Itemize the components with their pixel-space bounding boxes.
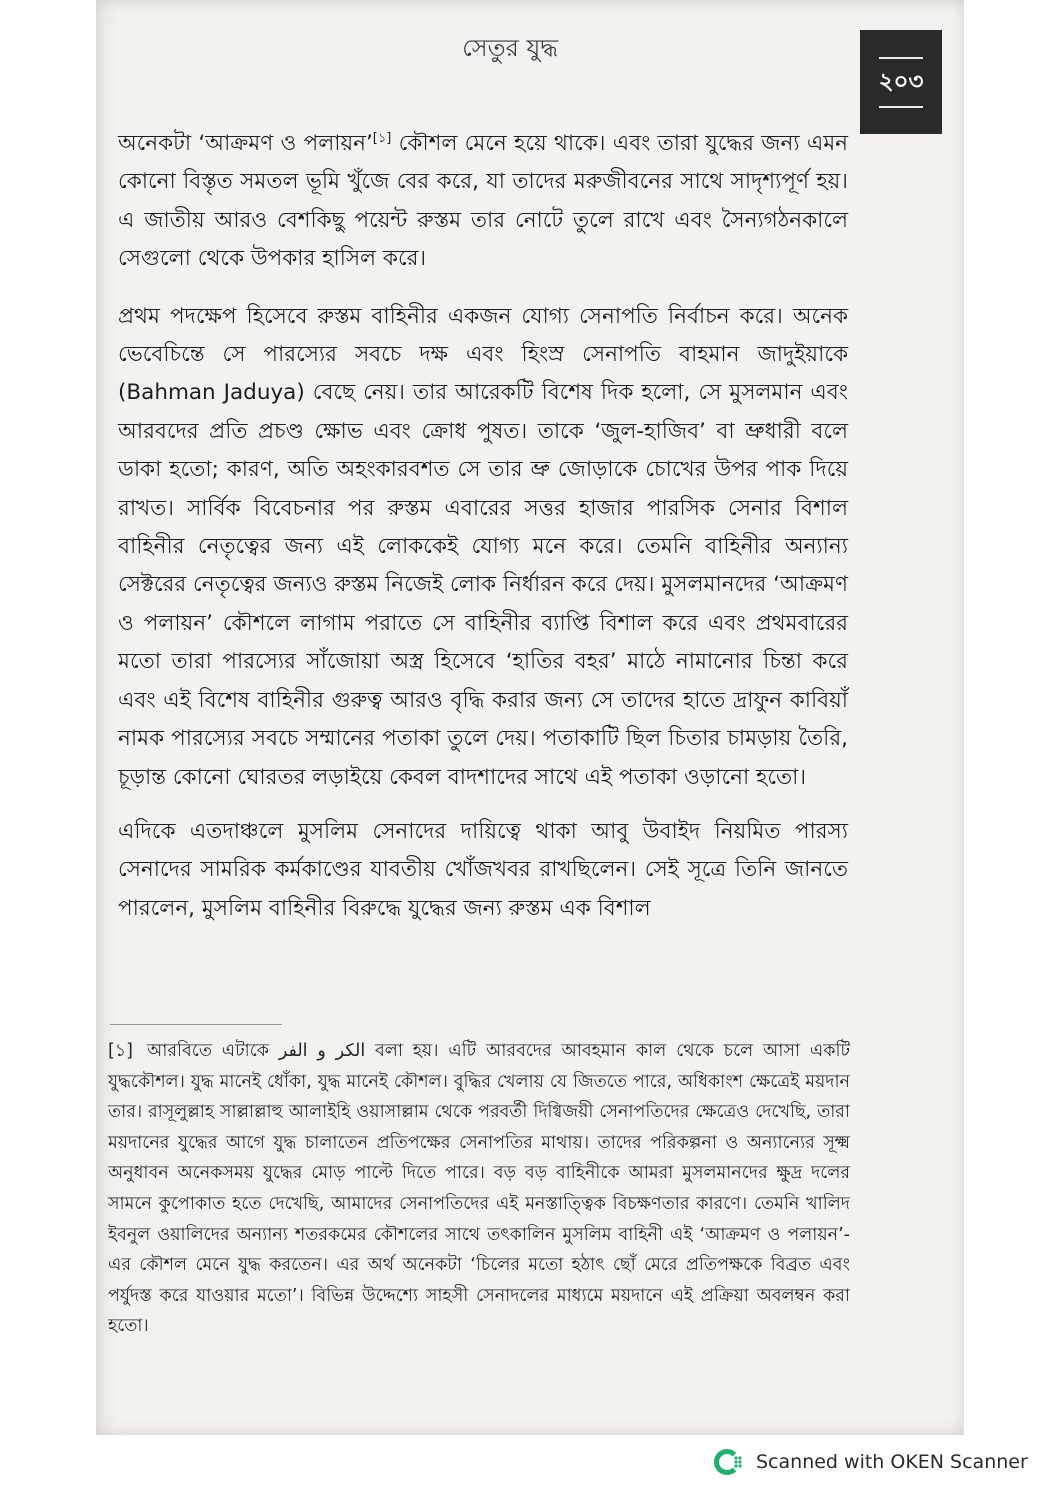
oken-scanner-logo-icon xyxy=(712,1447,742,1477)
footnote-arabic-term: الكر و الفر xyxy=(278,1041,366,1061)
paragraph-1 xyxy=(118,125,848,279)
body-text xyxy=(118,125,848,944)
footnote-text-start: আরবিতে এটাকে xyxy=(147,1041,279,1061)
scanner-watermark xyxy=(712,1446,1028,1478)
paragraph-1-rest: কৌশল মেনে হয়ে থাকে। এবং তারা যুদ্ধের জন্য এমন কোনো বিস্তৃত সমতল ভূমি খুঁজে বের করে, যা তাদের মরুজীবনের সাথে সাদৃশ্যপূর্ণ হয়। এ জাতীয় আরও বেশকিছু পয়েন্ট রুস্তম তার নোটে তুলে রাখে এবং সৈন্যগঠনকালে সেগুলো থেকে উপকার হাসিল করে। xyxy=(118,131,848,272)
footnote xyxy=(108,1036,850,1342)
footnote-marker: [১] xyxy=(108,1041,134,1061)
paragraph-3: এদিকে এতদাঞ্চলে মুসলিম সেনাদের দায়িত্বে থাকা আবু উবাইদ নিয়মিত পারস্য সেনাদের সামরিক কর্মকাণ্ডের যাবতীয় খোঁজখবর রাখছিলেন। সেই সূত্রে তিনি জানতে পারলেন, মুসলিম বাহিনীর বিরুদ্ধে যুদ্ধের জন্য রুস্তম এক বিশাল xyxy=(118,818,848,921)
footnote-text-rest: বলা হয়। এটি আরবদের আবহমান কাল থেকে চলে আসা একটি যুদ্ধকৌশল। যুদ্ধ মানেই ধোঁকা, যুদ্ধ মানেই কৌশল। বুদ্ধির খেলায় যে জিততে পারে, অধিকাংশ ক্ষেত্রেই ময়দান তার। রাসূলুল্লাহ সাল্লাল্লাহু আলাইহি ওয়াসাল্লাম থেকে পরবর্তী দিগ্বিজয়ী সেনাপতিদের ক্ষেত্রেও দেখেছি, তারা ময়দানের যুদ্ধের আগে যুদ্ধ চালাতেন প্রতিপক্ষের সেনাপতির মাথায়। তাদের পরিকল্পনা ও অন্যান্যের সূক্ষ্ম অনুধাবন অনেকসময় যুদ্ধের মোড় পাল্টে দিতে পারে। বড় বড় বাহিনীকে আমরা মুসলমানদের ক্ষুদ্র দলের সামনে কুপোকাত হতে দেখেছি, আমাদের সেনাপতিদের এই মনস্তাত্ত্বিক বিচক্ষণতার কারণে। তেমনি খালিদ ইবনুল ওয়ালিদের অন্যান্য শতরকমের কৌশলের সাথে তৎকালিন মুসলিম বাহিনী এই ‘আক্রমণ ও পলায়ন’-এর কৌশল মেনে যুদ্ধ করতেন। এর অর্থ অনেকটা ‘চিলের মতো হঠাৎ ছোঁ মেরে প্রতিপক্ষকে বিব্রত এবং পর্যুদস্ত করে যাওয়ার মতো’। বিভিন্ন উদ্দেশ্যে সাহসী সেনাদলের মাধ্যমে ময়দানে এই প্রক্রিয়া অবলম্বন করা হতো। xyxy=(108,1041,850,1337)
footnote-reference: [১] xyxy=(372,130,392,146)
paragraph-2: প্রথম পদক্ষেপ হিসেবে রুস্তম বাহিনীর একজন যোগ্য সেনাপতি নির্বাচন করে। অনেক ভেবেচিন্তে সে পারস্যের সবচে দক্ষ এবং হিংস্র সেনাপতি বাহমান জাদুইয়াকে (Bahman Jaduya) বেছে নেয়। তার আরেকটি বিশেষ দিক হলো, সে মুসলমান এবং আরবদের প্রতি প্রচণ্ড ক্ষোভ এবং ক্রোধ পুষত। তাকে ‘জুল-হাজিব’ বা ভ্রুধারী বলে ডাকা হতো; কারণ, অতি অহংকারবশত সে তার ভ্রু জোড়াকে চোখের উপর পাক দিয়ে রাখত। সার্বিক বিবেচনার পর রুস্তম এবারের সত্তর হাজার পারসিক সেনার বিশাল বাহিনীর নেতৃত্বের জন্য এই লোককেই যোগ্য মনে করে। তেমনি বাহিনীর অন্যান্য সেক্টরের নেতৃত্বের জন্যও রুস্তম নিজেই লোক নির্ধারন করে দেয়। মুসলমানদের ‘আক্রমণ ও পলায়ন’ কৌশলে লাগাম পরাতে সে বাহিনীর ব্যাপ্তি বিশাল করে এবং প্রথমবারের মতো তারা পারস্যের সাঁজোয়া অস্ত্র হিসেবে ‘হাতির বহর’ মাঠে নামানোর চিন্তা করে এবং এই বিশেষ বাহিনীর গুরুত্ব আরও বৃদ্ধি করার জন্য সে তাদের হাতে দ্রাফুন কাবিয়াঁ নামক পারস্যের সবচে সম্মানের পতাকা তুলে দেয়। পতাকাটি ছিল চিতার চামড়ায় তৈরি, চূড়ান্ত কোনো ঘোরতর লড়াইয়ে কেবল বাদশাদের সাথে এই পতাকা ওড়ানো হতো। xyxy=(118,303,848,790)
page-number-box xyxy=(860,30,942,134)
page-number: ২০৩ xyxy=(879,57,924,108)
running-title: সেতুর যুদ্ধ xyxy=(462,34,558,62)
footnote-divider xyxy=(110,1024,282,1025)
paragraph-1-start: অনেকটা ‘আক্রমণ ও পলায়ন’ xyxy=(118,131,373,156)
scanner-watermark-text: Scanned with OKEN Scanner xyxy=(756,1451,1028,1473)
